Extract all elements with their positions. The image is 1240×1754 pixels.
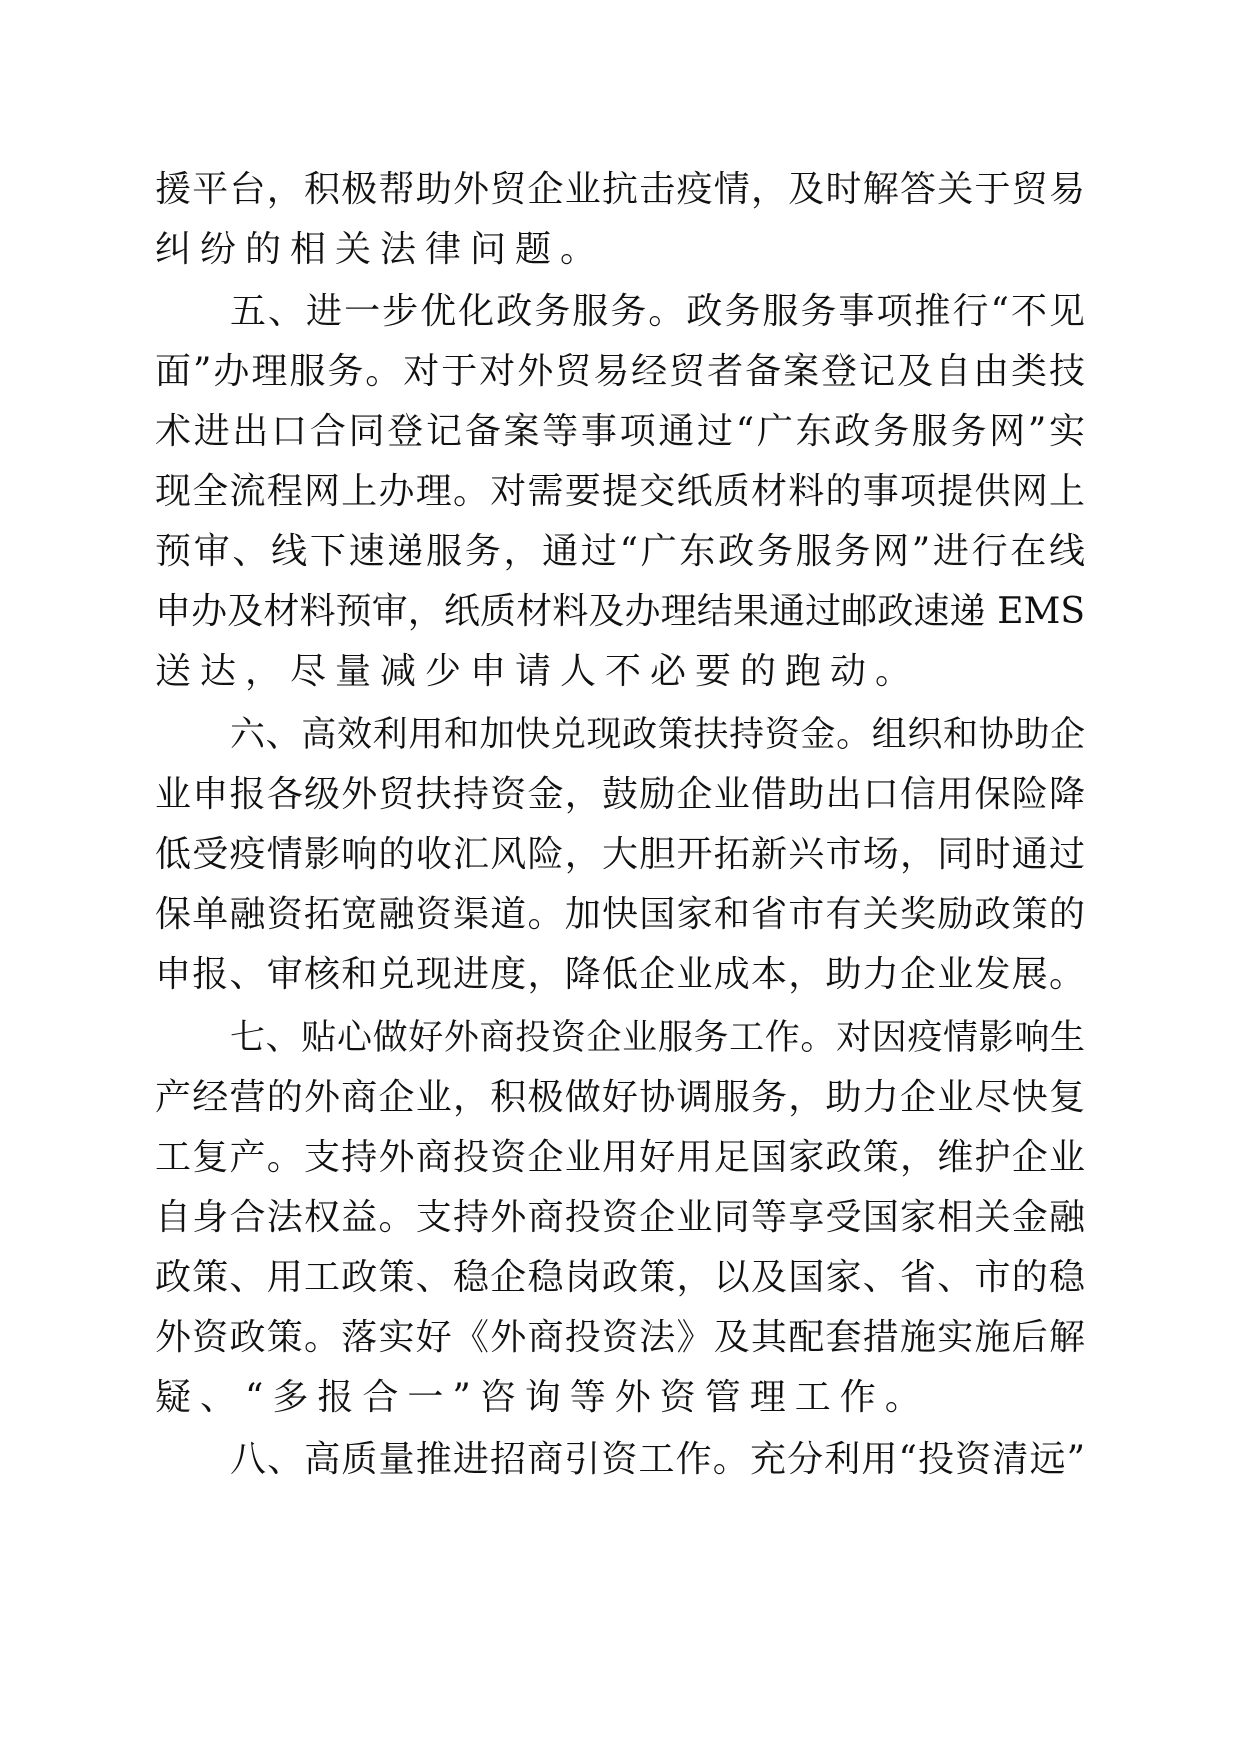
text-line: 自身合法权益。支持外商投资企业同等享受国家相关金融 (155, 1197, 1085, 1238)
text-line: 保单融资拓宽融资渠道。加快国家和省市有关奖励政策的 (155, 894, 1085, 935)
text-line: 术进出口合同登记备案等事项通过“广东政务服务网”实 (155, 411, 1085, 452)
text-line: 外资政策。落实好《外商投资法》及其配套措施实施后解 (155, 1317, 1085, 1358)
text-line: 申办及材料预审，纸质材料及办理结果通过邮政速递 EMS (155, 591, 1085, 632)
section-heading-line: 六、高效利用和加快兑现政策扶持资金。组织和协助企 (230, 715, 1085, 755)
text-line: 援平台，积极帮助外贸企业抗击疫情，及时解答关于贸易 (155, 169, 1085, 210)
text-line: 面”办理服务。对于对外贸易经贸者备案登记及自由类技 (155, 351, 1085, 392)
section-heading-line: 五、进一步优化政务服务。政务服务事项推行“不见 (230, 291, 1085, 332)
text-line: 低受疫情影响的收汇风险，大胆开拓新兴市场，同时通过 (155, 834, 1085, 875)
text-line: 产经营的外商企业，积极做好协调服务，助力企业尽快复 (155, 1077, 1085, 1118)
section-heading-line: 八、高质量推进招商引资工作。充分利用“投资清远” (230, 1439, 1085, 1480)
text-line: 疑、“多报合一”咨询等外资管理工作。 (155, 1377, 930, 1418)
text-line: 申报、审核和兑现进度，降低企业成本，助力企业发展。 (155, 954, 1085, 995)
text-line: 送达，尽量减少申请人不必要的跑动。 (155, 651, 921, 692)
text-line: 现全流程网上办理。对需要提交纸质材料的事项提供网上 (155, 471, 1085, 512)
text-line: 预审、线下速递服务，通过“广东政务服务网”进行在线 (155, 531, 1085, 572)
text-line: 纠纷的相关法律问题。 (155, 229, 606, 270)
text-line: 政策、用工政策、稳企稳岗政策，以及国家、省、市的稳 (155, 1257, 1085, 1298)
section-heading-line: 七、贴心做好外商投资企业服务工作。对因疫情影响生 (230, 1018, 1085, 1058)
text-line: 业申报各级外贸扶持资金，鼓励企业借助出口信用保险降 (155, 774, 1085, 815)
text-line: 工复产。支持外商投资企业用好用足国家政策，维护企业 (155, 1137, 1085, 1178)
